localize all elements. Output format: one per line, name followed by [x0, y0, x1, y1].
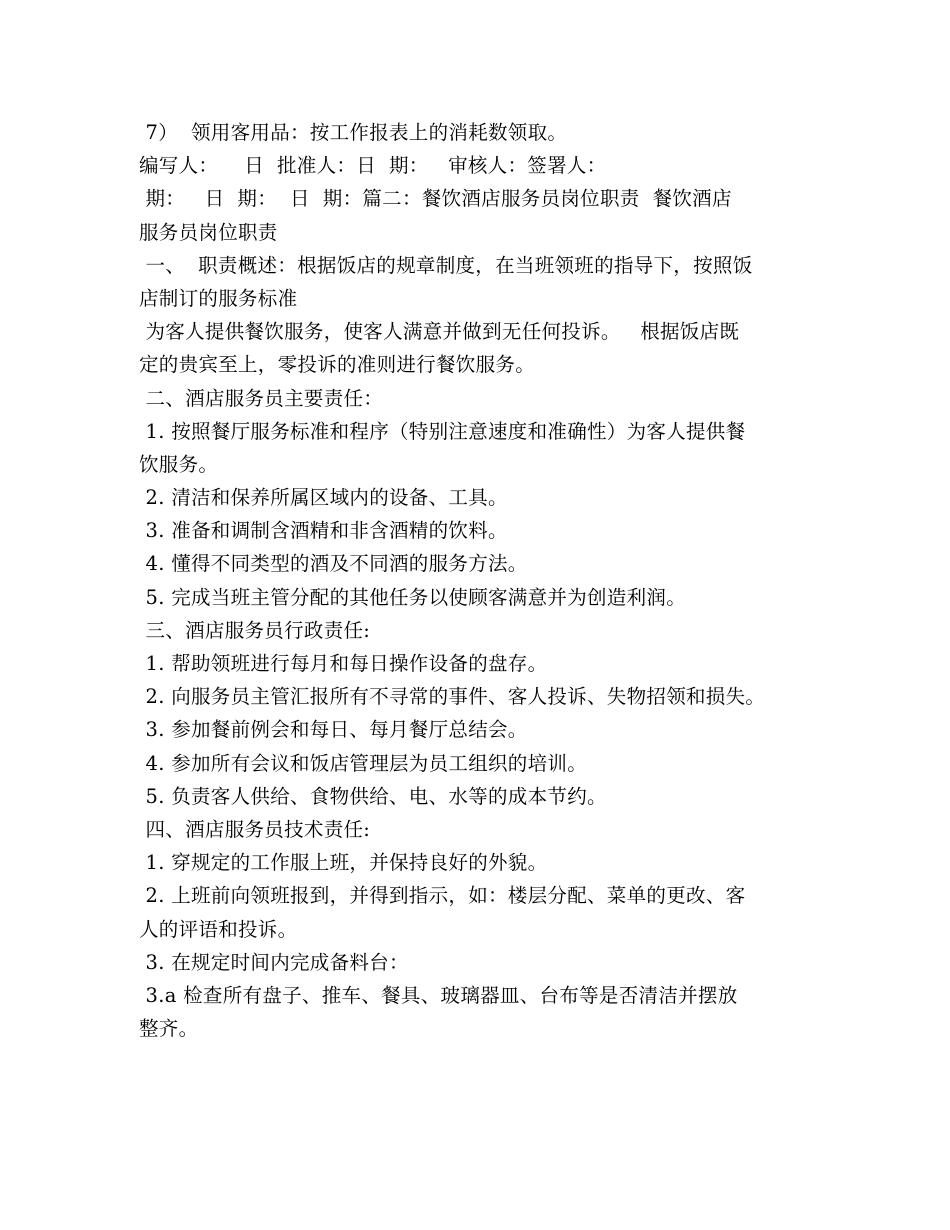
- text-line: 为客人提供餐饮服务，使客人满意并做到无任何投诉。 根据饭店既: [139, 320, 740, 344]
- text-line: 饮服务。: [139, 452, 219, 476]
- list-item: 1. 按照餐厅服务标准和程序（特别注意速度和准确性）为客人提供餐: [139, 419, 746, 443]
- text-line: 一、 职责概述：根据饭店的规章制度，在当班领班的指导下，按照饭: [139, 253, 753, 277]
- list-item: 4. 参加所有会议和饭店管理层为员工组织的培训。: [139, 751, 588, 775]
- text-line: 期： 日 期： 日 期：篇二：餐饮酒店服务员岗位职责 餐饮酒店: [139, 187, 732, 211]
- text-line: 整齐。: [139, 1017, 199, 1041]
- list-item: 3. 在规定时间内完成备料台：: [139, 950, 409, 974]
- text-line: 人的评语和投诉。: [139, 917, 298, 941]
- list-item: 1. 穿规定的工作服上班，并保持良好的外貌。: [139, 851, 548, 875]
- text-line: 编写人： 日 批准人：日 期： 审核人：签署人：: [139, 154, 607, 178]
- section-heading: 四、酒店服务员技术责任:: [139, 817, 371, 841]
- section-heading: 二、酒店服务员主要责任：: [139, 386, 384, 410]
- list-item: 1. 帮助领班进行每月和每日操作设备的盘存。: [139, 652, 548, 675]
- list-item: 2. 清洁和保养所属区域内的设备、工具。: [139, 486, 508, 510]
- text-line: 服务员岗位职责: [139, 220, 278, 244]
- list-item: 4. 懂得不同类型的酒及不同酒的服务方法。: [139, 552, 528, 576]
- section-heading: 三、酒店服务员行政责任:: [139, 618, 371, 642]
- list-item: 3.a 检查所有盘子、推车、餐具、玻璃器皿、台布等是否清洁并摆放: [139, 983, 738, 1007]
- list-item: 3. 参加餐前例会和每日、每月餐厅总结会。: [139, 718, 528, 742]
- document-body: [139, 116, 839, 1045]
- text-line: 7） 领用客用品：按工作报表上的消耗数领取。: [139, 121, 568, 144]
- text-line: 定的贵宾至上，零投诉的准则进行餐饮服务。: [139, 353, 536, 377]
- list-item: 5. 负责客人供给、食物供给、电、水等的成本节约。: [139, 784, 607, 808]
- list-item: 3. 准备和调制含酒精和非含酒精的饮料。: [139, 519, 508, 543]
- text-line: 店制订的服务标准: [139, 286, 298, 310]
- list-item: 2. 上班前向领班报到，并得到指示，如：楼层分配、菜单的更改、客: [139, 884, 746, 908]
- list-item: 2. 向服务员主管汇报所有不寻常的事件、客人投诉、失物招领和损失。: [139, 685, 766, 709]
- list-item: 5. 完成当班主管分配的其他任务以使顾客满意并为创造利润。: [139, 585, 687, 609]
